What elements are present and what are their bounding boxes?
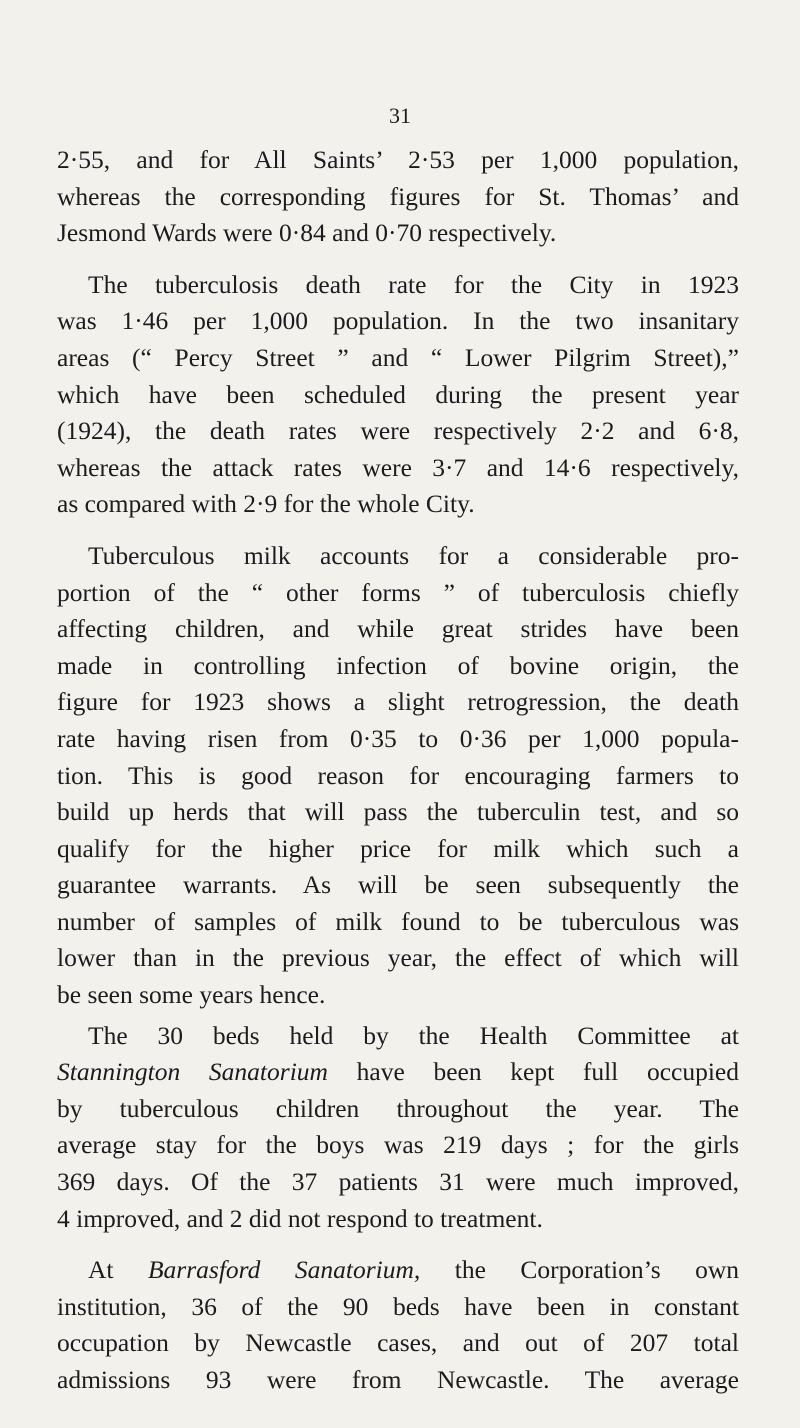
- page-number: 31: [389, 103, 411, 128]
- text-line: rate having risen from 0·35 to 0·36 per 1,000 popula-: [57, 723, 739, 753]
- text-line: was 1·46 per 1,000 population. In the two insanitary: [57, 306, 739, 336]
- sanatorium-name-stannington: Stannington Sanatorium: [57, 1057, 328, 1087]
- text-line: by tuberculous children throughout the year. The: [57, 1093, 739, 1123]
- paragraph-tuberculous-milk: [57, 538, 739, 1014]
- text-line: number of samples of milk found to be tuberculous was: [57, 906, 739, 936]
- text-line: qualify for the higher price for milk which such a: [57, 833, 739, 863]
- text-fragment: have been kept full occupied: [327, 1057, 739, 1087]
- paragraph-barrasford-sanatorium: [57, 1252, 739, 1398]
- text-line: whereas the corresponding figures for St. Thomas’ and: [57, 181, 739, 211]
- text-line: affecting children, and while great strides have been: [57, 614, 739, 644]
- text-line: [57, 1252, 739, 1289]
- text-line: areas (“ Percy Street ” and “ Lower Pilgrim Street),”: [57, 342, 739, 372]
- text-line: (1924), the death rates were respectively 2·2 and 6·8,: [57, 416, 739, 446]
- text-line: as compared with 2·9 for the whole City.: [57, 489, 475, 519]
- text-line: The tuberculosis death rate for the City in 1923: [88, 269, 739, 299]
- text-fragment: At: [88, 1255, 148, 1285]
- text-line: tion. This is good reason for encouraging farmers to: [57, 760, 739, 790]
- text-line: lower than in the previous year, the effect of which will: [57, 943, 739, 973]
- text-fragment: the Corporation’s own: [420, 1255, 740, 1285]
- text-line: made in controlling infection of bovine origin, the: [57, 650, 739, 680]
- text-line: Tuberculous milk accounts for a considerable pro-: [88, 540, 739, 570]
- text-line: portion of the “ other forms ” of tuberculosis chiefly: [57, 577, 739, 607]
- text-line: institution, 36 of the 90 beds have been in constant: [57, 1291, 739, 1321]
- text-line: guarantee warrants. As will be seen subsequently the: [57, 870, 739, 900]
- text-line: 2·55, and for All Saints’ 2·53 per 1,000 population,: [57, 145, 739, 174]
- sanatorium-name-barrasford: Barrasford Sanatorium,: [147, 1255, 421, 1285]
- text-line: 369 days. Of the 37 patients 31 were much improved,: [57, 1167, 739, 1197]
- text-line: whereas the attack rates were 3·7 and 14·6 respectively,: [57, 452, 739, 482]
- text-line: Jesmond Wards were 0·84 and 0·70 respectively.: [57, 218, 557, 248]
- paragraph-ward-figures: [57, 142, 739, 252]
- text-line: be seen some years hence.: [57, 980, 326, 1010]
- paragraph-tuberculosis-death-rate: [57, 267, 739, 523]
- document-body: [57, 142, 739, 1414]
- text-line: occupation by Newcastle cases, and out of 207 total: [57, 1328, 739, 1358]
- text-line: average stay for the boys was 219 days ; for the girls: [57, 1130, 739, 1160]
- text-line: figure for 1923 shows a slight retrogression, the death: [57, 687, 739, 717]
- text-line: build up herds that will pass the tuberculin test, and so: [57, 797, 739, 827]
- text-line: [57, 1054, 739, 1091]
- paragraph-stannington-sanatorium: [57, 1018, 739, 1238]
- text-line: admissions 93 were from Newcastle. The average: [57, 1365, 739, 1394]
- text-line: which have been scheduled during the present year: [57, 379, 739, 409]
- text-line: 4 improved, and 2 did not respond to treatment.: [57, 1203, 543, 1233]
- text-line: The 30 beds held by the Health Committee at: [88, 1020, 739, 1050]
